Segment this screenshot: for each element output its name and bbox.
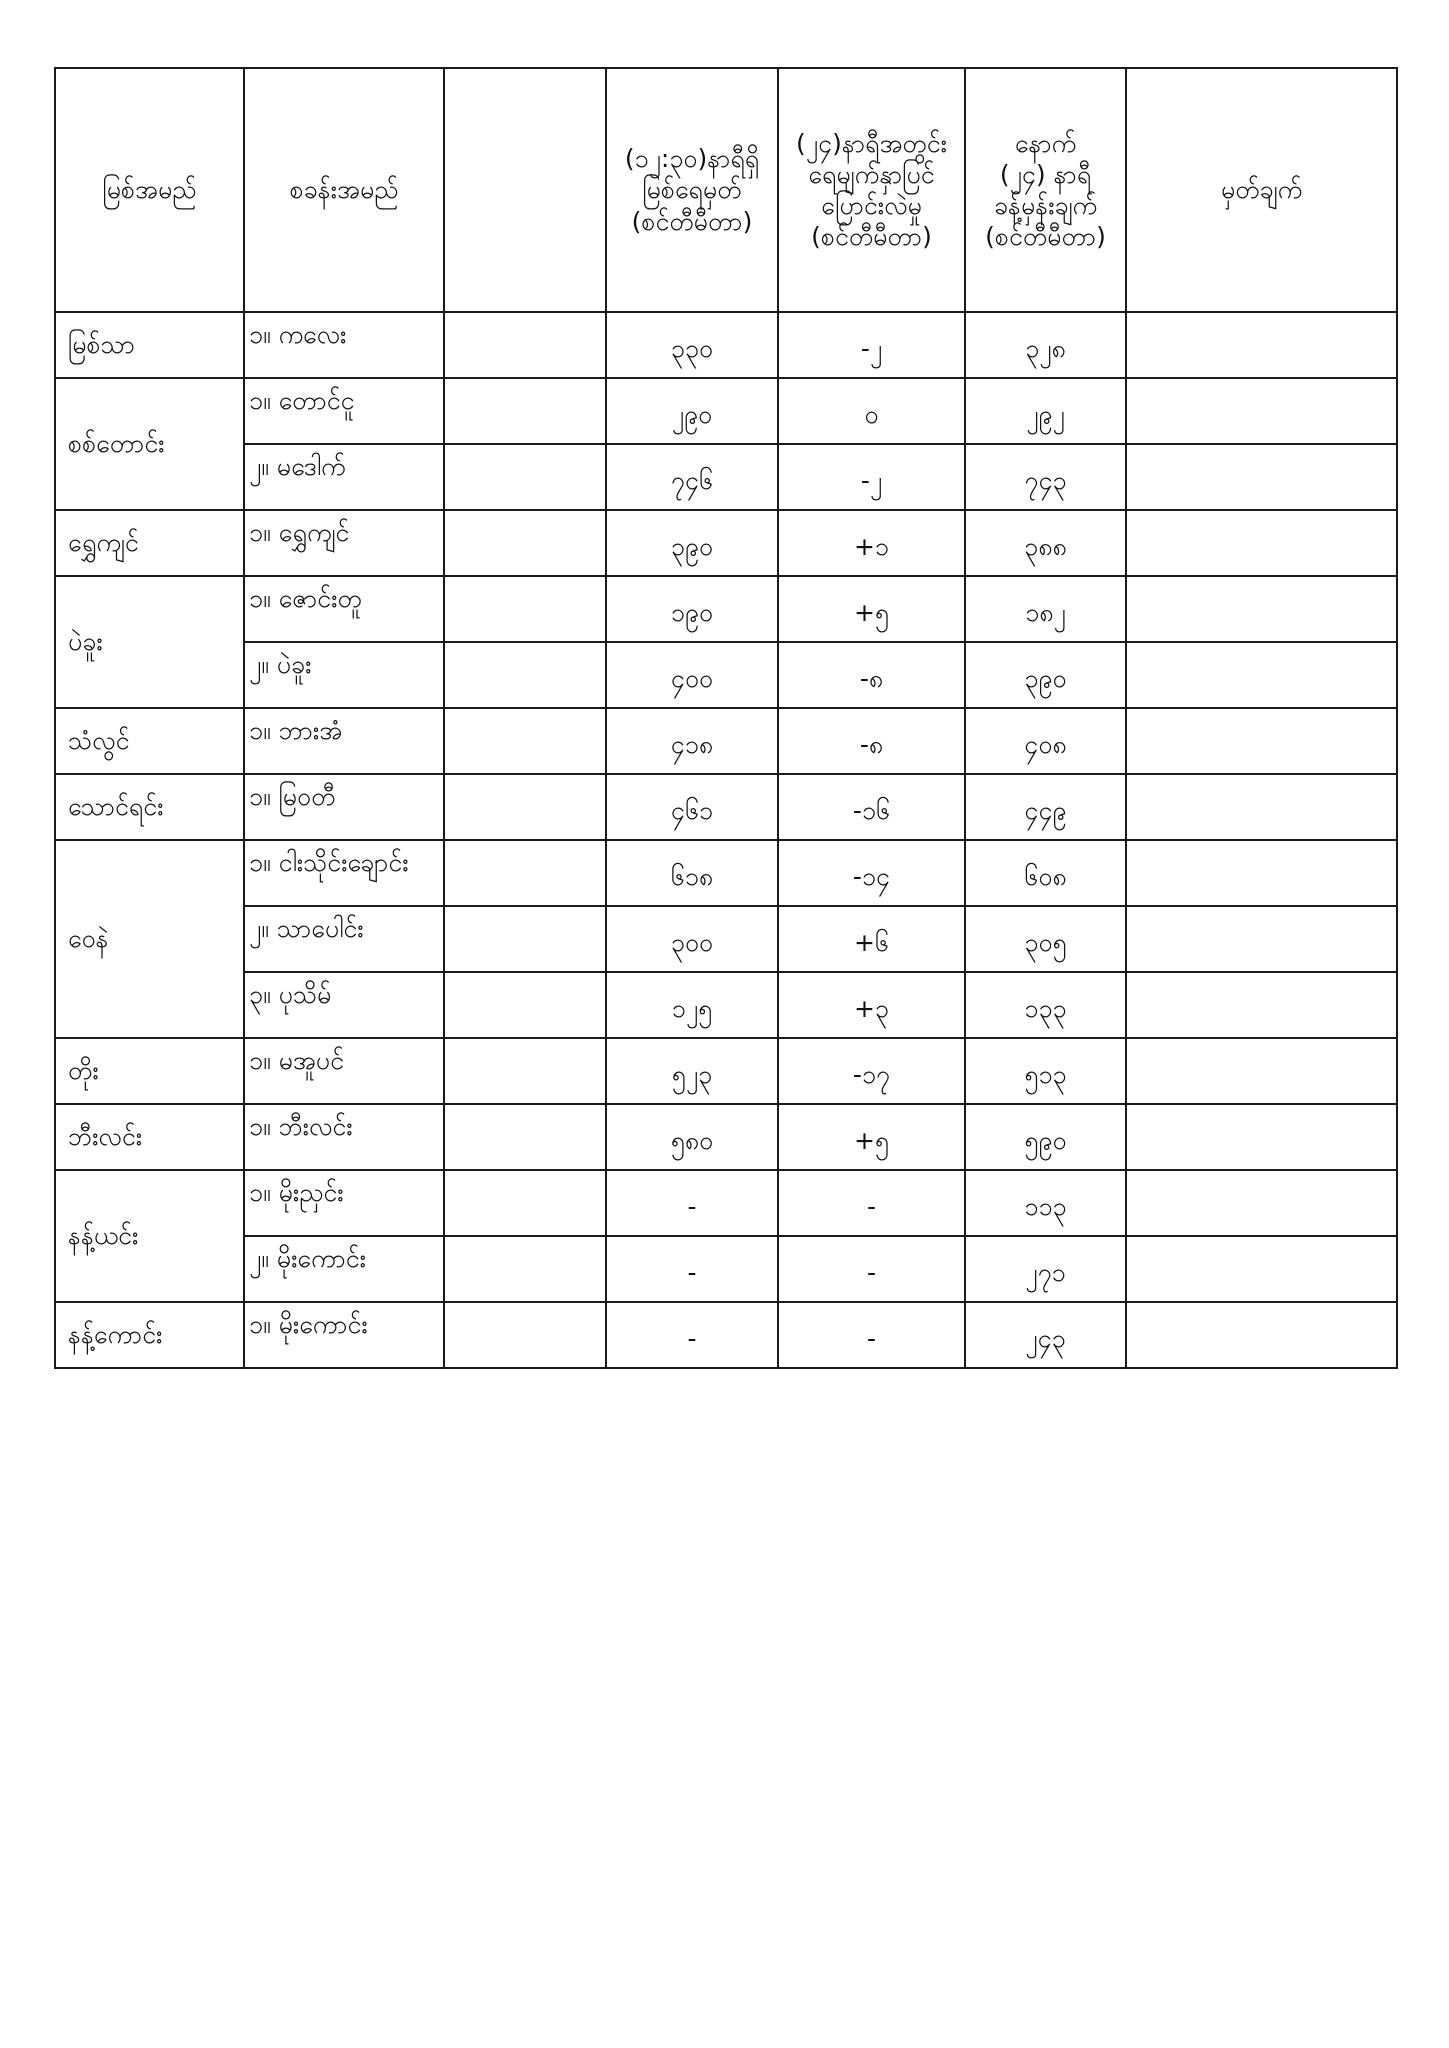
station-name-cell: ၁။ မိုးကောင်း xyxy=(244,1302,444,1368)
forecast-cell xyxy=(965,906,1126,972)
table-row xyxy=(55,1104,1397,1170)
current-level-cell-value: - xyxy=(687,1324,697,1354)
station-name-cell: ၂။ သာပေါင်း xyxy=(244,906,444,972)
forecast-cell-value: ၁၁၃ xyxy=(1024,1192,1067,1222)
change-cell-value: -၁၆ xyxy=(852,796,891,826)
forecast-cell xyxy=(965,840,1126,906)
blank-cell xyxy=(444,1302,606,1368)
forecast-cell-value: ၁၃၃ xyxy=(1024,994,1067,1024)
current-level-cell-value: ၁၂၅ xyxy=(671,994,713,1024)
table-row xyxy=(55,1302,1397,1368)
change-cell xyxy=(778,444,965,510)
table-row xyxy=(55,1170,1397,1236)
forecast-cell xyxy=(965,378,1126,444)
forecast-cell-value: ၁၈၂ xyxy=(1025,598,1066,628)
current-level-cell xyxy=(606,576,778,642)
header-forecast-24h: နောက် (၂၄) နာရီ ခန့်မှန်းချက် (စင်တီမီတာ) xyxy=(965,68,1126,312)
station-name-cell: ၃။ ပုသိမ် xyxy=(244,972,444,1038)
table-body xyxy=(55,312,1397,1368)
river-name-cell: သောင်ရင်း xyxy=(55,774,244,840)
blank-cell xyxy=(444,1170,606,1236)
forecast-cell-value: ၅၁၃ xyxy=(1024,1060,1067,1090)
blank-cell xyxy=(444,1104,606,1170)
current-level-cell xyxy=(606,510,778,576)
forecast-cell xyxy=(965,1302,1126,1368)
forecast-cell-value: ၇၄၃ xyxy=(1024,466,1067,496)
change-cell xyxy=(778,840,965,906)
header-change-24h: (၂၄)နာရီအတွင်း ရေမျက်နှာပြင် ပြောင်းလဲမှု (စင်တီမီတာ) xyxy=(778,68,965,312)
change-cell xyxy=(778,708,965,774)
header-row xyxy=(55,68,1397,312)
current-level-cell-value: ၃၃၀ xyxy=(670,334,714,364)
forecast-cell-value: ၃၂၈ xyxy=(1025,334,1066,364)
blank-cell xyxy=(444,444,606,510)
blank-cell xyxy=(444,1236,606,1302)
change-cell xyxy=(778,1104,965,1170)
table-row xyxy=(55,774,1397,840)
change-cell-value: -၂ xyxy=(860,334,883,364)
change-cell xyxy=(778,510,965,576)
station-name-cell: ၁။ ဘားအံ xyxy=(244,708,444,774)
forecast-cell xyxy=(965,708,1126,774)
river-name-cell: တိုး xyxy=(55,1038,244,1104)
change-cell xyxy=(778,642,965,708)
change-cell-value: -၁၇ xyxy=(852,1060,891,1090)
station-name-cell: ၁။ ဇောင်းတူ xyxy=(244,576,444,642)
header-station-name: စခန်းအမည် xyxy=(244,68,444,312)
blank-cell xyxy=(444,1038,606,1104)
change-cell-value: -၈ xyxy=(859,664,884,694)
station-name-cell: ၁။ ဘီးလင်း xyxy=(244,1104,444,1170)
table-row xyxy=(55,972,1397,1038)
current-level-cell-value: - xyxy=(687,1192,697,1222)
table-row xyxy=(55,444,1397,510)
current-level-cell xyxy=(606,1302,778,1368)
forecast-cell xyxy=(965,576,1126,642)
table-row xyxy=(55,708,1397,774)
change-cell-value: - xyxy=(866,1324,877,1354)
change-cell-value: +၅ xyxy=(853,1126,889,1156)
remarks-cell xyxy=(1126,1170,1397,1236)
station-name-cell: ၂။ မိုးကောင်း xyxy=(244,1236,444,1302)
change-cell-value: -၁၄ xyxy=(852,862,891,892)
blank-cell xyxy=(444,510,606,576)
station-name-cell: ၂။ မဒေါက် xyxy=(244,444,444,510)
station-name-cell: ၁။ ငါးသိုင်းချောင်း xyxy=(244,840,444,906)
remarks-cell xyxy=(1126,1302,1397,1368)
table-row xyxy=(55,1038,1397,1104)
change-cell-value: ၀ xyxy=(864,400,879,430)
forecast-cell-value: ၂၇၁ xyxy=(1025,1258,1066,1288)
header-current-level: (၁၂:၃၀)နာရီရှိ မြစ်ရေမှတ် (စင်တီမီတာ) xyxy=(606,68,778,312)
change-cell-value: -၂ xyxy=(860,466,883,496)
blank-cell xyxy=(444,972,606,1038)
change-cell xyxy=(778,1236,965,1302)
table-row xyxy=(55,378,1397,444)
remarks-cell xyxy=(1126,708,1397,774)
change-cell xyxy=(778,774,965,840)
current-level-cell xyxy=(606,312,778,378)
current-level-cell xyxy=(606,708,778,774)
current-level-cell-value: ၅၈၀ xyxy=(670,1126,714,1156)
change-cell xyxy=(778,1170,965,1236)
current-level-cell-value: ၃၀၀ xyxy=(670,928,714,958)
header-remarks: မှတ်ချက် xyxy=(1126,68,1397,312)
forecast-cell xyxy=(965,1038,1126,1104)
forecast-cell-value: ၂၄၃ xyxy=(1025,1324,1066,1354)
remarks-cell xyxy=(1126,774,1397,840)
remarks-cell xyxy=(1126,510,1397,576)
change-cell-value: - xyxy=(866,1258,877,1288)
forecast-cell-value: ၄၀၈ xyxy=(1024,730,1067,760)
change-cell xyxy=(778,378,965,444)
river-name-cell: သံလွင် xyxy=(55,708,244,774)
remarks-cell xyxy=(1126,972,1397,1038)
current-level-cell-value: ၃၉၀ xyxy=(670,532,714,562)
forecast-cell-value: ၃၉၀ xyxy=(1024,664,1067,694)
blank-cell xyxy=(444,840,606,906)
change-cell-value: +၆ xyxy=(853,928,889,958)
current-level-cell xyxy=(606,444,778,510)
forecast-cell xyxy=(965,642,1126,708)
forecast-cell-value: ၂၉၂ xyxy=(1026,400,1065,430)
station-name-cell: ၁။ မအူပင် xyxy=(244,1038,444,1104)
change-cell xyxy=(778,312,965,378)
river-name-cell: နန့်ယင်း xyxy=(55,1170,244,1302)
forecast-cell xyxy=(965,1170,1126,1236)
current-level-cell xyxy=(606,378,778,444)
forecast-cell-value: ၄၄၉ xyxy=(1024,796,1067,826)
river-name-cell: စစ်တောင်း xyxy=(55,378,244,510)
remarks-cell xyxy=(1126,576,1397,642)
forecast-cell-value: ၅၉၀ xyxy=(1024,1126,1067,1156)
current-level-cell xyxy=(606,1236,778,1302)
table-row xyxy=(55,312,1397,378)
forecast-cell-value: ၃၀၅ xyxy=(1024,928,1067,958)
blank-cell xyxy=(444,708,606,774)
remarks-cell xyxy=(1126,378,1397,444)
change-cell-value: +၁ xyxy=(853,532,889,562)
current-level-cell xyxy=(606,1104,778,1170)
current-level-cell-value: ၄၆၁ xyxy=(670,796,714,826)
station-name-cell: ၁။ ကလေး xyxy=(244,312,444,378)
table-row xyxy=(55,840,1397,906)
table-row xyxy=(55,1236,1397,1302)
current-level-cell-value: ၅၂၃ xyxy=(671,1060,713,1090)
current-level-cell-value: - xyxy=(687,1258,697,1288)
change-cell xyxy=(778,972,965,1038)
change-cell-value: - xyxy=(866,1192,877,1222)
remarks-cell xyxy=(1126,444,1397,510)
change-cell xyxy=(778,1302,965,1368)
table-row xyxy=(55,510,1397,576)
forecast-cell-value: ၃၈၈ xyxy=(1024,532,1067,562)
current-level-cell-value: ၁၉၀ xyxy=(670,598,714,628)
current-level-cell xyxy=(606,972,778,1038)
station-name-cell: ၁။ မိုးညှင်း xyxy=(244,1170,444,1236)
remarks-cell xyxy=(1126,312,1397,378)
remarks-cell xyxy=(1126,906,1397,972)
forecast-cell xyxy=(965,774,1126,840)
forecast-cell-value: ၆၀၈ xyxy=(1024,862,1067,892)
current-level-cell-value: ၆၁၈ xyxy=(670,862,714,892)
current-level-cell xyxy=(606,642,778,708)
river-level-table xyxy=(54,67,1398,1369)
remarks-cell xyxy=(1126,1104,1397,1170)
forecast-cell xyxy=(965,312,1126,378)
blank-cell xyxy=(444,312,606,378)
current-level-cell xyxy=(606,1170,778,1236)
current-level-cell xyxy=(606,774,778,840)
current-level-cell-value: ၄၁၈ xyxy=(670,730,714,760)
change-cell xyxy=(778,1038,965,1104)
current-level-cell-value: ၇၄၆ xyxy=(670,466,714,496)
remarks-cell xyxy=(1126,1236,1397,1302)
river-name-cell: ဝေနဲ xyxy=(55,840,244,1038)
station-name-cell: ၁။ တောင်ငူ xyxy=(244,378,444,444)
forecast-cell xyxy=(965,1104,1126,1170)
current-level-cell xyxy=(606,840,778,906)
change-cell xyxy=(778,906,965,972)
remarks-cell xyxy=(1126,642,1397,708)
station-name-cell: ၁။ ရွှေကျင် xyxy=(244,510,444,576)
current-level-cell-value: ၂၉၀ xyxy=(671,400,713,430)
table-row xyxy=(55,906,1397,972)
remarks-cell xyxy=(1126,840,1397,906)
header-river-name: မြစ်အမည် xyxy=(55,68,244,312)
current-level-cell xyxy=(606,1038,778,1104)
change-cell-value: +၅ xyxy=(853,598,889,628)
river-name-cell: ပဲခူး xyxy=(55,576,244,708)
river-name-cell: ရွှေကျင် xyxy=(55,510,244,576)
current-level-cell-value: ၄၀၀ xyxy=(670,664,714,694)
table-row xyxy=(55,642,1397,708)
blank-cell xyxy=(444,906,606,972)
river-name-cell: ဘီးလင်း xyxy=(55,1104,244,1170)
blank-cell xyxy=(444,378,606,444)
change-cell-value: +၃ xyxy=(853,994,889,1024)
station-name-cell: ၂။ ပဲခူး xyxy=(244,642,444,708)
blank-cell xyxy=(444,774,606,840)
forecast-cell xyxy=(965,444,1126,510)
station-name-cell: ၁။ မြဝတီ xyxy=(244,774,444,840)
header-blank xyxy=(444,68,606,312)
blank-cell xyxy=(444,642,606,708)
river-name-cell: နန့်ကောင်း xyxy=(55,1302,244,1368)
table-row xyxy=(55,576,1397,642)
forecast-cell xyxy=(965,972,1126,1038)
change-cell xyxy=(778,576,965,642)
change-cell-value: -၈ xyxy=(859,730,884,760)
river-name-cell: မြစ်သာ xyxy=(55,312,244,378)
remarks-cell xyxy=(1126,1038,1397,1104)
forecast-cell xyxy=(965,510,1126,576)
forecast-cell xyxy=(965,1236,1126,1302)
current-level-cell xyxy=(606,906,778,972)
blank-cell xyxy=(444,576,606,642)
